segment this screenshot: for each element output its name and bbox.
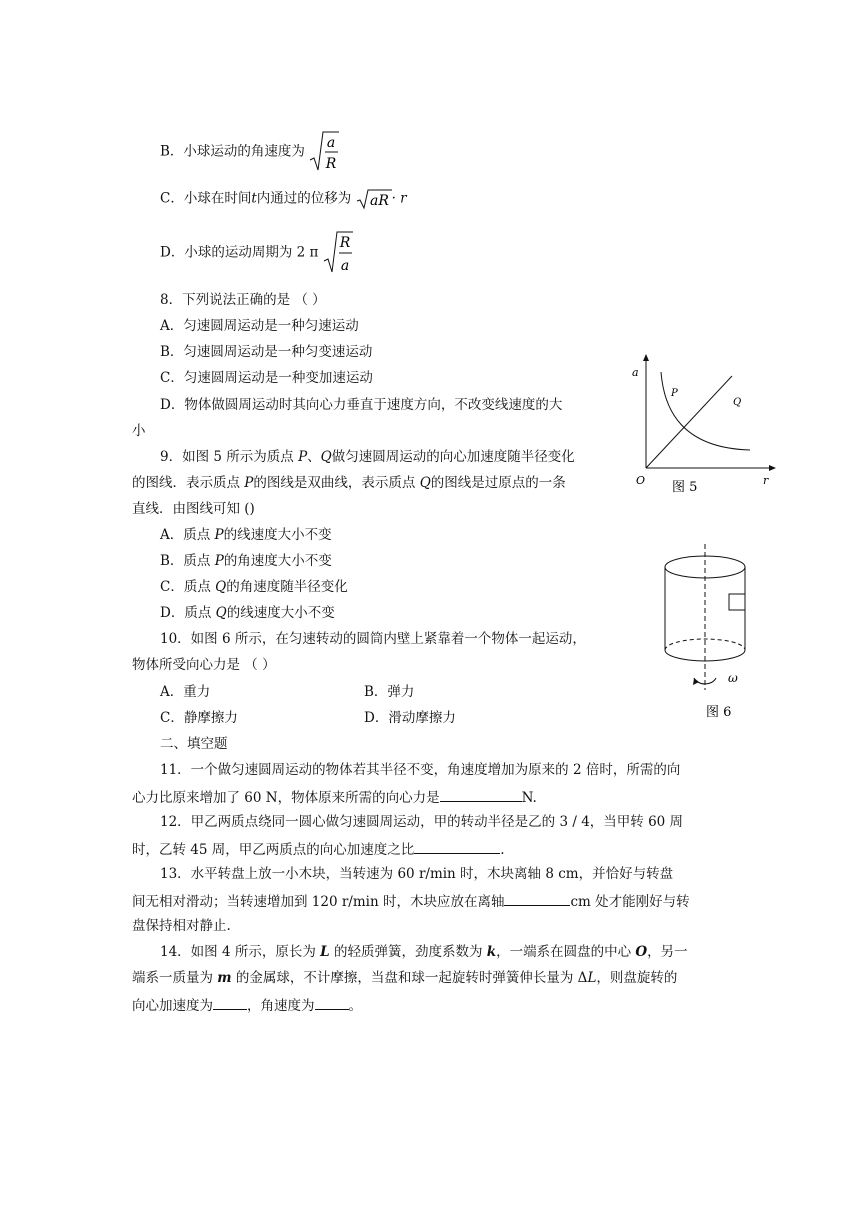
q11-line1: 11．一个做匀速圆周运动的物体若其半径不变，角速度增加为原来的 2 倍时，所需的向 xyxy=(160,762,681,778)
fig6-top-ellipse xyxy=(665,556,745,578)
figure-5 xyxy=(620,350,786,500)
q9-option-a: A．质点 P的线速度大小不变 xyxy=(160,527,332,543)
fig5-origin: O xyxy=(636,474,646,487)
svg-text:R: R xyxy=(325,156,337,172)
sqrt-fraction-a-over-r xyxy=(309,130,339,174)
q9-option-c: C．质点 Q的角速度随半径变化 xyxy=(160,579,348,595)
sqrt-fraction-r-over-a xyxy=(323,230,353,276)
svg-text:a: a xyxy=(340,258,349,274)
fig5-caption: 图 5 xyxy=(672,480,698,495)
answer-blank[interactable] xyxy=(440,787,522,802)
svg-text:a: a xyxy=(327,135,336,151)
fig5-label-p: P xyxy=(671,388,678,399)
q11-line2: 心力比原来增加了 60 N，物体原来所需的向心力是 N. xyxy=(132,787,537,807)
figure-6 xyxy=(650,540,760,720)
svg-text:aR: aR xyxy=(369,193,389,209)
fig5-line-q xyxy=(646,376,732,468)
q13-line1: 13．水平转盘上放一小木块，当转速为 60 r/min 时，木块离轴 8 cm，并恰好与转盘 xyxy=(160,866,674,882)
q12-line2: 时，乙转 45 周，甲乙两质点的向心加速度之比 . xyxy=(132,839,505,859)
q10-line2: 物体所受向心力是 （ ） xyxy=(132,657,276,673)
q7-option-b: B．小球运动的角速度为 a R xyxy=(160,130,339,174)
q10-option-d: D．滑动摩擦力 xyxy=(364,710,456,726)
answer-blank[interactable] xyxy=(213,995,247,1010)
svg-text:R: R xyxy=(339,235,350,251)
q8-option-b: B．匀速圆周运动是一种匀变速运动 xyxy=(160,344,373,360)
fig5-axis-r: r xyxy=(763,474,769,487)
q14-line2: 端系一质量为 m 的金属球，不计摩擦，当盘和球一起旋转时弹簧伸长量为 ΔL，则盘旋转的 xyxy=(132,970,678,986)
q10-option-c: C．静摩擦力 xyxy=(160,710,238,726)
q13-line3: 盘保持相对静止. xyxy=(132,918,231,934)
fig5-label-q: Q xyxy=(733,397,742,408)
sqrt-ar xyxy=(356,188,392,210)
fig6-block xyxy=(729,594,745,610)
q8-option-a: A．匀速圆周运动是一种匀速运动 xyxy=(160,318,359,334)
q7-option-c: C．小球在时间t内通过的位移为 aR · r xyxy=(160,188,407,210)
answer-blank[interactable] xyxy=(414,839,500,854)
q10-line1: 10．如图 6 所示，在匀速转动的圆筒内壁上紧靠着一个物体一起运动， xyxy=(160,631,586,647)
q8-option-c: C．匀速圆周运动是一种变加速运动 xyxy=(160,370,373,386)
q9-line2: 的图线．表示质点 P的图线是双曲线，表示质点 Q的图线是过原点的一条 xyxy=(132,475,566,491)
q14-line1: 14．如图 4 所示，原长为 L 的轻质弹簧，劲度系数为 k，一端系在圆盘的中心 O，另一 xyxy=(160,944,688,960)
fig5-x-arrow xyxy=(769,465,776,471)
fig6-caption: 图 6 xyxy=(706,705,732,720)
fig6-omega: ω xyxy=(728,671,738,685)
q10-option-a: A．重力 xyxy=(160,684,211,700)
q10-option-b: B．弹力 xyxy=(364,684,415,700)
q8-stem: 8．下列说法正确的是 （ ） xyxy=(160,292,326,308)
q13-line2: 间无相对滑动；当转速增加到 120 r/min 时，木块应放在离轴 cm 处才能刚好与转 xyxy=(132,891,690,911)
fig5-axis-a: a xyxy=(632,366,639,379)
q7-option-d: D．小球的运动周期为 2 π R a xyxy=(160,230,353,276)
fig6-rotation-arrowhead xyxy=(693,678,699,685)
answer-blank[interactable] xyxy=(315,995,349,1010)
q14-line3: 向心加速度为 ，角速度为 。 xyxy=(132,995,362,1015)
q9-line1: 9．如图 5 所示为质点 P、Q做匀速圆周运动的向心加速度随半径变化 xyxy=(160,449,575,465)
q12-line1: 12．甲乙两质点绕同一圆心做匀速圆周运动，甲的转动半径是乙的 3 / 4，当甲转 60 周 xyxy=(160,814,684,830)
q8-option-d: D．物体做圆周运动时其向心力垂直于速度方向，不改变线速度的大 xyxy=(160,397,563,413)
q9-option-d: D．质点 Q的线速度大小不变 xyxy=(160,605,335,621)
fig5-y-arrow xyxy=(643,354,649,361)
q9-line3: 直线．由图线可知 () xyxy=(132,501,255,517)
section-heading: 二、填空题 xyxy=(160,736,228,752)
q9-option-b: B．质点 P的角速度大小不变 xyxy=(160,553,332,569)
answer-blank[interactable] xyxy=(504,891,570,906)
q8-option-d-cont: 小 xyxy=(132,423,146,439)
